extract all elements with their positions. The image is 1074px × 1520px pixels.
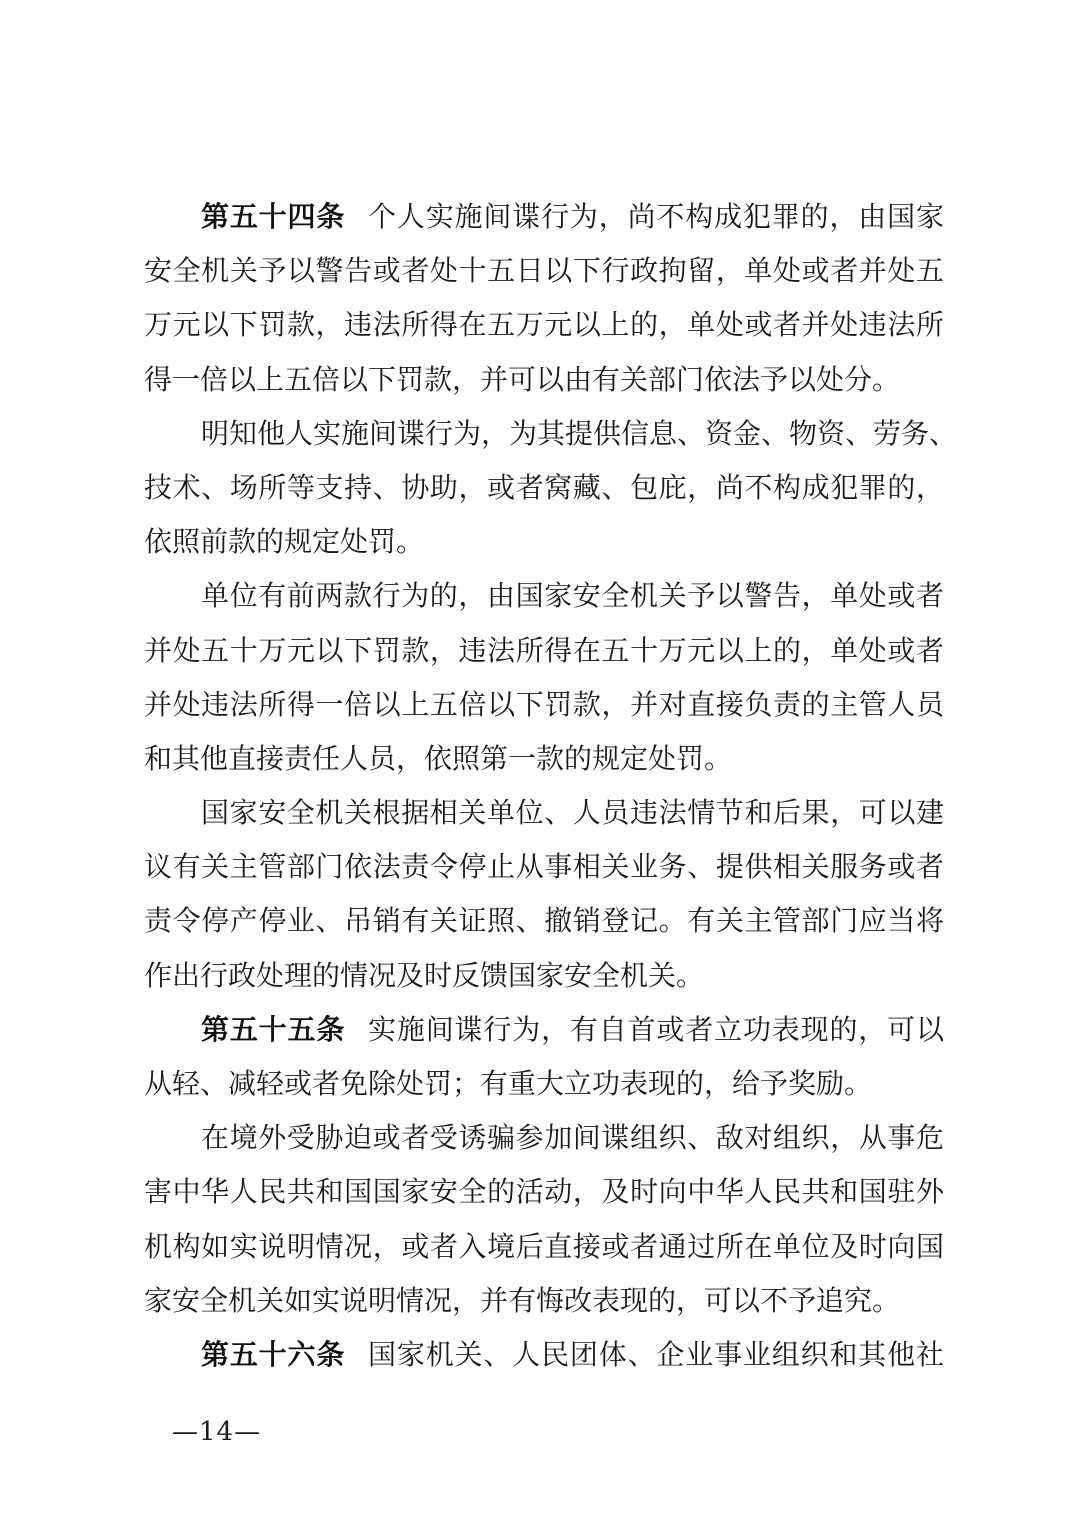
article-54-para-2-line-2: 技术、场所等支持、协助，或者窝藏、包庇，尚不构成犯罪的， (144, 470, 944, 504)
article-54-line-2: 安全机关予以警告或者处十五日以下行政拘留，单处或者并处五 (144, 254, 944, 288)
article-54-para-4-line-4: 作出行政处理的情况及时反馈国家安全机关。 (144, 958, 705, 992)
article-54-para-3-line-1: 单位有前两款行为的，由国家安全机关予以警告，单处或者 (201, 579, 944, 613)
article-56-text: 国家机关、人民团体、企业事业组织和其他社 (367, 1337, 944, 1371)
article-54-para-4-line-2: 议有关主管部门依法责令停止从事相关业务、提供相关服务或者 (144, 850, 944, 884)
article-54-heading: 第五十四条 (201, 200, 346, 233)
article-55-heading: 第五十五条 (201, 1012, 346, 1046)
article-54-line-3: 万元以下罚款，违法所得在五万元以上的，单处或者并处违法所 (144, 308, 944, 342)
article-54-para-4-line-1: 国家安全机关根据相关单位、人员违法情节和后果，可以建 (201, 796, 944, 830)
article-55-para-2-line-1: 在境外受胁迫或者受诱骗参加间谍组织、敌对组织，从事危 (201, 1121, 944, 1155)
article-54-para-3-line-3: 并处违法所得一倍以上五倍以下罚款，并对直接负责的主管人员 (144, 687, 944, 721)
article-54-para-3-line-2: 并处五十万元以下罚款，违法所得在五十万元以上的，单处或者 (144, 633, 944, 667)
article-54-para-3-line-4: 和其他直接责任人员，依照第一款的规定处罚。 (144, 741, 733, 775)
page-body (144, 190, 958, 1382)
article-54-line-1 (144, 190, 944, 244)
article-54-para-2-line-3: 依照前款的规定处罚。 (144, 525, 425, 559)
article-55-para-2-line-4: 家安全机关如实说明情况，并有悔改表现的，可以不予追究。 (144, 1283, 901, 1317)
page-number: —14— (172, 1417, 262, 1447)
article-56-heading: 第五十六条 (201, 1337, 346, 1371)
article-54-para-4-line-3: 责令停产停业、吊销有关证照、撤销登记。有关主管部门应当将 (144, 904, 944, 938)
article-54-para-2-line-1: 明知他人实施间谍行为，为其提供信息、资金、物资、劳务、 (201, 416, 958, 450)
article-55-line-2: 从轻、减轻或者免除处罚；有重大立功表现的，给予奖励。 (144, 1067, 873, 1100)
article-55-para-2-line-2: 害中华人民共和国国家安全的活动，及时向中华人民共和国驻外 (144, 1175, 944, 1209)
article-55-text: 实施间谍行为，有自首或者立功表现的，可以 (367, 1012, 944, 1046)
article-54-line-4: 得一倍以上五倍以下罚款，并可以由有关部门依法予以处分。 (144, 362, 901, 396)
article-55-para-2-line-3: 机构如实说明情况，或者入境后直接或者通过所在单位及时向国 (144, 1229, 944, 1263)
article-54-text: 个人实施间谍行为，尚不构成犯罪的，由国家 (367, 200, 944, 233)
article-55-line-1 (144, 1003, 944, 1057)
article-56-line-1 (144, 1328, 944, 1382)
